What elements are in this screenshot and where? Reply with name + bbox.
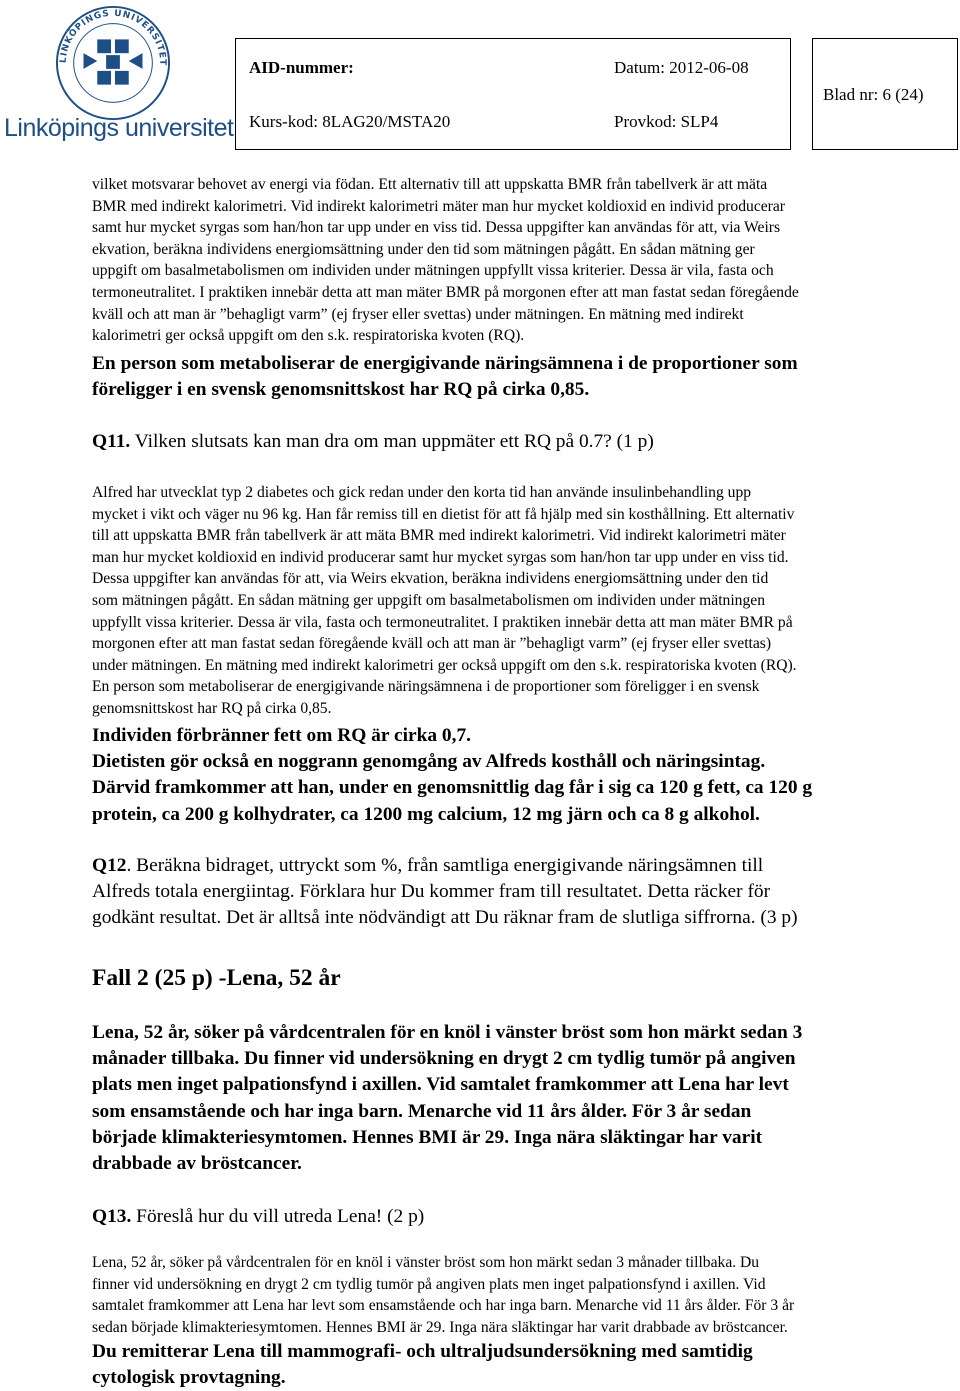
text-line: uppgift om basalmetabolismen om individen under mätningen uppfyllt vissa kriterier. Dessa är vila, fasta och bbox=[92, 262, 774, 280]
text-line: BMR med indirekt kalorimetri. Vid indirekt kalorimetri mäter man hur mycket koldioxid en individ producerar bbox=[92, 197, 785, 215]
text-line: kalorimetri ger också uppgift om den s.k. respiratoriska kvoten (RQ). bbox=[92, 327, 525, 345]
text-line: som ensamstående och har inga barn. Menarche vid 11 års ålder. För 3 år sedan bbox=[92, 1100, 752, 1122]
text-line: ekvation, beräkna individens energiomsättning under den tid som mätningen pågått. En sådan mätning ger bbox=[92, 240, 755, 258]
question-text: Alfreds totala energiintag. Förklara hur Du kommer fram till resultatet. Detta räcker för bbox=[92, 881, 771, 902]
header-info-box bbox=[235, 38, 791, 150]
exam-code: Provkod: SLP4 bbox=[614, 112, 719, 131]
university-name: Linköpings universitet bbox=[4, 114, 234, 142]
text-line: samt hur mycket syrgas som han/hon tar upp under en viss tid. Dessa uppgifter kan användas för att, via Weirs bbox=[92, 219, 781, 237]
university-logo bbox=[4, 4, 234, 144]
seal-text: LINKÖPINGS UNIVERSITET bbox=[58, 8, 168, 67]
text-line: Dietisten gör också en noggrann genomgång av Alfreds kosthåll och näringsintag. bbox=[92, 751, 766, 773]
text-line: cytologisk provtagning. bbox=[92, 1367, 286, 1389]
text-line: började klimakteriesymtomen. Hennes BMI är 29. Inga nära släktingar har varit bbox=[92, 1126, 763, 1148]
question-text: . Beräkna bidraget, uttryckt som %, från samtliga energigivande näringsämnen till bbox=[126, 855, 764, 876]
text-line: Du remitterar Lena till mammografi- och ultraljudsundersökning med samtidig bbox=[92, 1341, 753, 1362]
text-line: till att uppskatta BMR från tabellverk är att mäta BMR med indirekt kalorimetri. Vid indirekt kalorimetri mäter bbox=[92, 527, 786, 545]
text-line: Därvid framkommer att han, under en genomsnittlig dag får i sig ca 120 g fett, ca 120 g bbox=[92, 777, 813, 799]
university-seal-icon bbox=[54, 4, 172, 122]
question-label: Q13. bbox=[92, 1206, 132, 1227]
text-line: kväll och att man är ”behagligt varm” (ej fryser eller svettas) under mätningen. En mätning med indirekt bbox=[92, 305, 744, 323]
text-line: man hur mycket koldioxid en individ producerar samt hur mycket syrgas som han/hon tar upp under en viss tid. bbox=[92, 548, 789, 566]
text-line: som mätningen pågått. En sådan mätning ger uppgift om basalmetabolismen om individen under mätningen bbox=[92, 591, 765, 609]
bold-referral-statement bbox=[92, 1339, 957, 1391]
text-line: finner vid undersökning en drygt 2 cm tydlig tumör på angiven plats men inget palpationsfynd i axillen. Vid bbox=[92, 1275, 766, 1293]
text-line: plats men inget palpationsfynd i axillen. Vid samtalet framkommer att Lena har levt bbox=[92, 1074, 789, 1096]
aid-number-label: AID-nummer: bbox=[249, 58, 354, 77]
question-label: Q12 bbox=[92, 855, 127, 876]
text-line: drabbade av bröstcancer. bbox=[92, 1153, 302, 1175]
text-line: protein, ca 200 g kolhydrater, ca 1200 mg calcium, 12 mg järn och ca 8 g alkohol. bbox=[92, 803, 760, 825]
text-line: Alfred har utvecklat typ 2 diabetes och gick redan under den korta tid han använde insulinbehandling upp bbox=[92, 484, 752, 501]
question-q12 bbox=[92, 853, 957, 931]
bold-diet-statement bbox=[92, 723, 957, 828]
paragraph-alfred-text bbox=[92, 482, 957, 720]
text-line: termoneutralitet. I praktiken innebär detta att man mäter BMR på morgonen efter att man fastat sedan föregående bbox=[92, 283, 799, 301]
exam-date: Datum: 2012-06-08 bbox=[614, 58, 749, 77]
text-line: morgonen efter att man fastat sedan föregående kväll och att man är ”behagligt varm” (ej fryser eller svettas) bbox=[92, 635, 772, 653]
text-line: månader tillbaka. Du finner vid undersökning en drygt 2 cm tydlig tumör på angiven bbox=[92, 1048, 796, 1070]
text-line: Individen förbränner fett om RQ är cirka 0,7. bbox=[92, 725, 471, 746]
text-line: En person som metaboliserar de energigivande näringsämnena i de proportioner som bbox=[92, 353, 798, 374]
bold-rq-statement bbox=[92, 351, 957, 403]
page-number: Blad nr: 6 (24) bbox=[823, 85, 924, 104]
page-number-box bbox=[812, 38, 958, 150]
paragraph-bmr-text bbox=[92, 174, 957, 347]
case-heading: Fall 2 (25 p) -Lena, 52 år bbox=[92, 965, 341, 991]
text-line: vilket motsvarar behovet av energi via födan. Ett alternativ till att uppskatta BMR från tabellverk är att mäta bbox=[92, 176, 768, 193]
text-line: mycket i vikt och väger nu 96 kg. Han får remiss till en dietist för att få hjälp med sin kosthållning. Ett alternativ bbox=[92, 505, 795, 523]
question-q11 bbox=[92, 429, 957, 455]
text-line: Dessa uppgifter kan användas för att, via Weirs ekvation, beräkna individens energiomsättning under den tid bbox=[92, 570, 769, 588]
text-line: under mätningen. En mätning med indirekt kalorimetri ger också uppgift om den s.k. respiratoriska kvoten (RQ). bbox=[92, 656, 797, 674]
paragraph-lena-text bbox=[92, 1252, 957, 1338]
text-line: En person som metaboliserar de energigivande näringsämnena i de proportioner som föreligger i en svensk bbox=[92, 678, 760, 696]
text-line: genomsnittskost har RQ på cirka 0,85. bbox=[92, 699, 332, 717]
question-text: Föreslå hur du vill utreda Lena! (2 p) bbox=[131, 1206, 425, 1227]
text-line: uppfyllt vissa kriterier. Dessa är vila, fasta och termoneutralitet. I praktiken innebär detta att man mäter BMR på bbox=[92, 613, 793, 631]
question-text: godkänt resultat. Det är alltså inte nödvändigt att Du räknar fram de slutliga siffrorna. (3 p) bbox=[92, 907, 798, 928]
text-line: samtalet framkommer att Lena har levt som ensamstående och har inga barn. Menarche vid 11 års ålder. För 3 år bbox=[92, 1297, 795, 1315]
text-line: sedan började klimakteriesymtomen. Hennes BMI är 29. Inga nära släktingar har varit drabbade av bröstcancer. bbox=[92, 1318, 788, 1336]
text-line: föreligger i en svensk genomsnittskost har RQ på cirka 0,85. bbox=[92, 379, 590, 401]
question-text: Vilken slutsats kan man dra om man uppmäter ett RQ på 0.7? (1 p) bbox=[130, 431, 654, 452]
text-line: Lena, 52 år, söker på vårdcentralen för en knöl i vänster bröst som hon märkt sedan 3 månader tillbaka. Du bbox=[92, 1254, 760, 1271]
question-q13 bbox=[92, 1204, 957, 1230]
course-code: Kurs-kod: 8LAG20/MSTA20 bbox=[249, 112, 451, 131]
case-description bbox=[92, 1020, 957, 1177]
question-label: Q11. bbox=[92, 431, 131, 452]
text-line: Lena, 52 år, söker på vårdcentralen för en knöl i vänster bröst som hon märkt sedan 3 bbox=[92, 1022, 803, 1043]
